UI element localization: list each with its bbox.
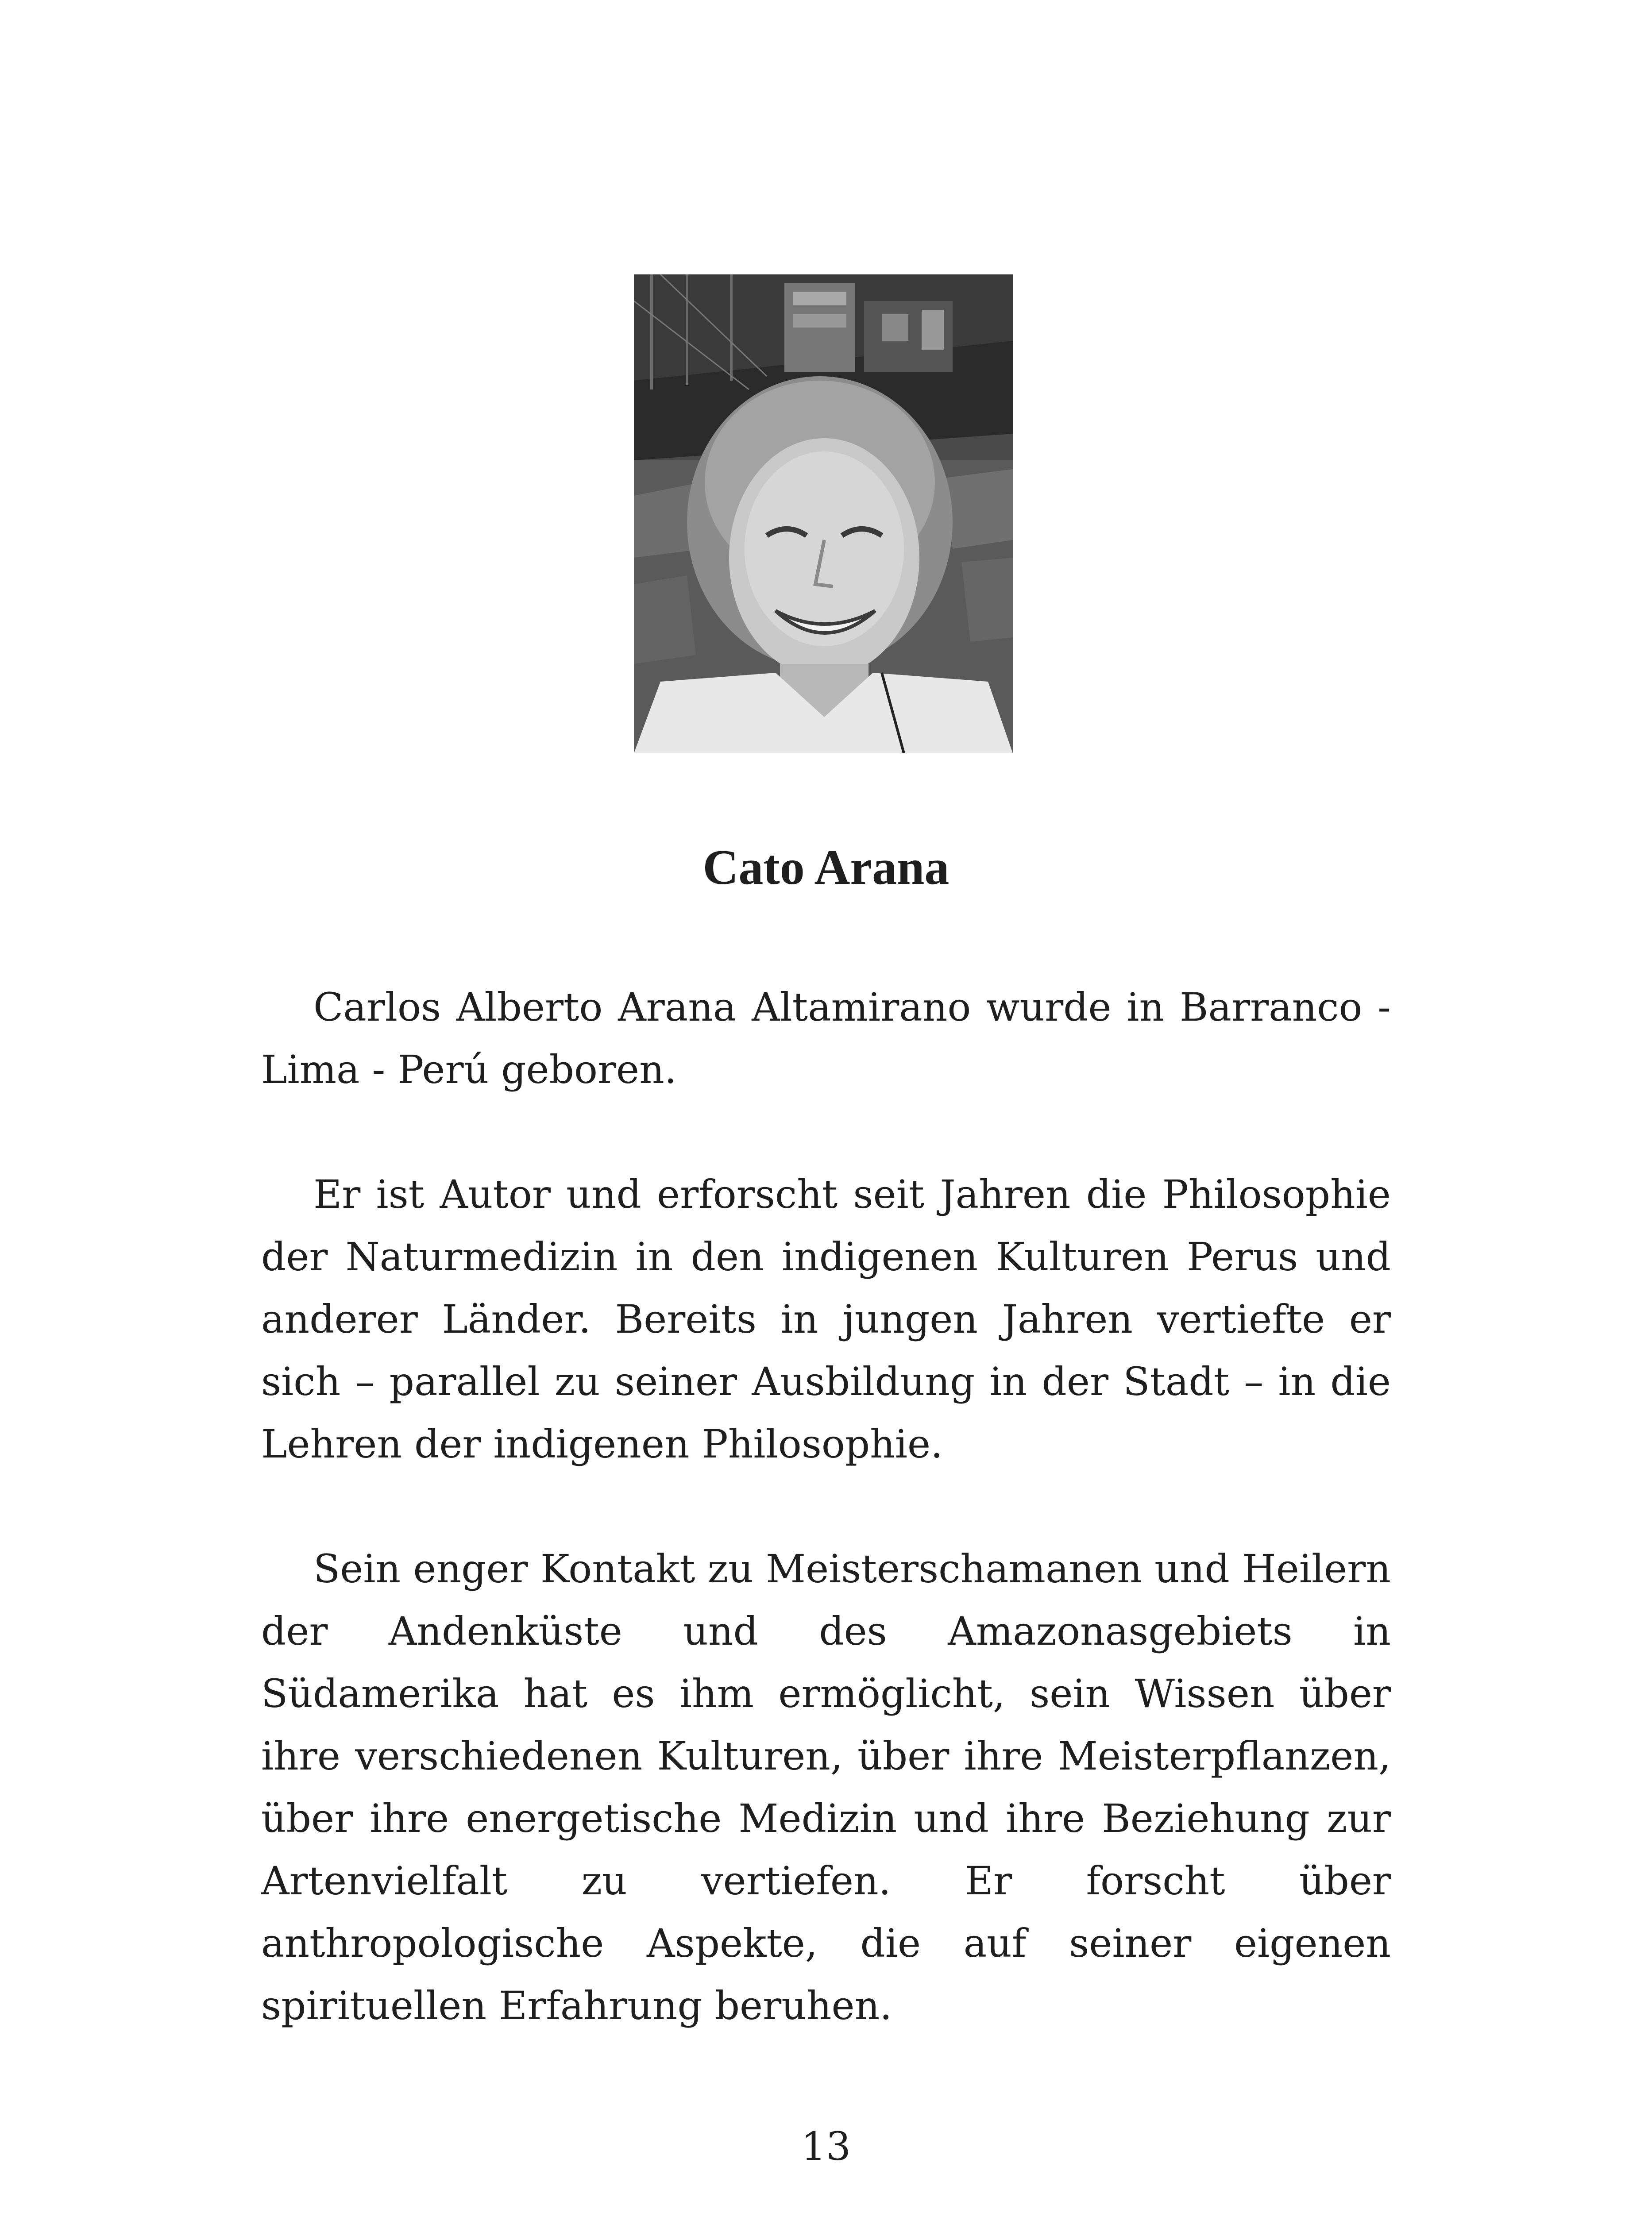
bio-paragraph: Er ist Autor und erforscht seit Jahren die Philosophie der Naturmedizin in den indigenen Kulturen Perus und anderer Länder. Bereits in jungen Jahren vertiefte er sich – parallel zu seiner Ausbildung in der Stadt – in die Lehren der indigenen Philosophie.: [261, 1172, 1391, 1467]
bio-paragraph: Carlos Alberto Arana Altamirano wurde in Barranco - Lima - Perú geboren.: [261, 984, 1391, 1092]
bio-paragraph: Sein enger Kontakt zu Meisterschamanen und Heilern der Andenküste und des Amazonasgebiets in Südamerika hat es ihm ermöglicht, sein Wissen über ihre verschiedenen Kulturen, über ihre Meisterpflanzen, über ihre energetische Medizin und ihre Beziehung zur Artenvielfalt zu vertiefen. Er forscht über anthropologische Aspekte, die auf seiner eigenen spirituellen Erfahrung beruhen.: [261, 1546, 1391, 2028]
author-biography: [261, 976, 1391, 2037]
author-name: Cato Arana: [702, 840, 950, 895]
author-photo: [634, 274, 1013, 753]
page-number: 13: [801, 2124, 851, 2169]
